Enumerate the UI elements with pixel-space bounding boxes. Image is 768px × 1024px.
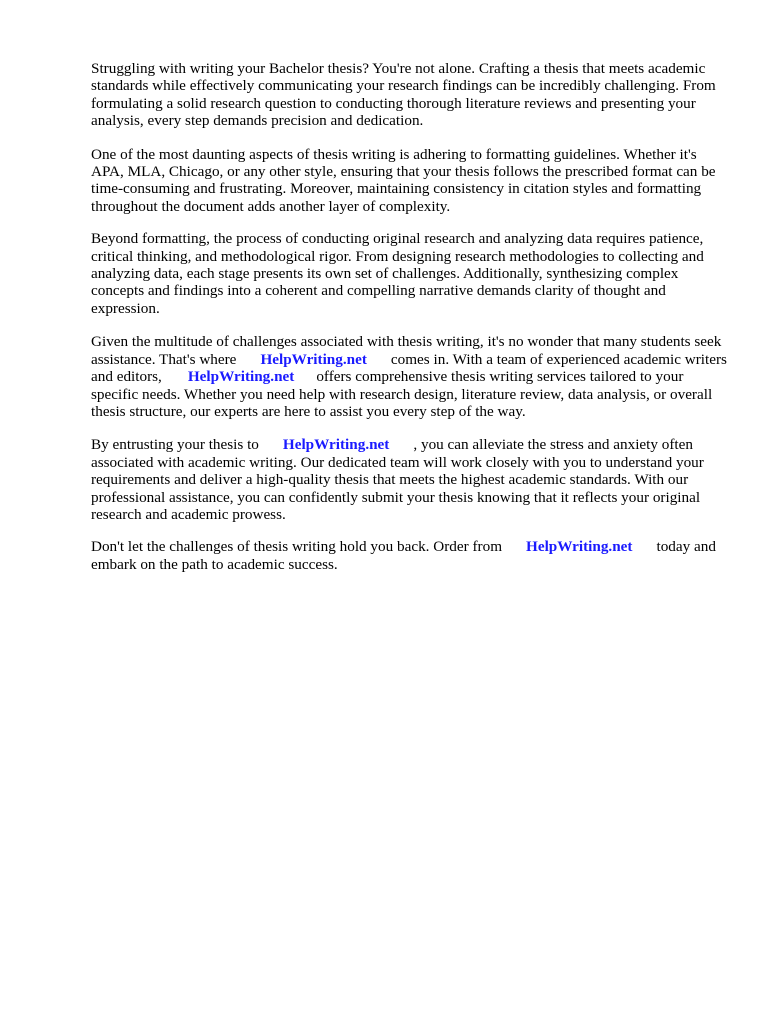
- helpwriting-link-2[interactable]: HelpWriting.net: [187, 368, 295, 386]
- paragraph-research: Beyond formatting, the process of conducting original research and analyzing data requires patience, critical thinking, and methodological rigor. From designing research methodologies to collecting and analyzing data, each stage presents its own set of challenges. Additionally, synthesizing complex concepts and findings into a coherent and compelling narrative demands clarity of thought and expression.: [91, 230, 704, 317]
- paragraph-call-to-action: [91, 538, 731, 573]
- paragraph-entrusting: [91, 436, 731, 523]
- helpwriting-link-1[interactable]: HelpWriting.net: [260, 350, 367, 368]
- paragraph-formatting: One of the most daunting aspects of thesis writing is adhering to formatting guidelines. Whether it's APA, MLA, Chicago, or any other style, ensuring that your thesis follows the prescribed format can be time-consuming and frustrating. Moreover, maintaining consistency in citation styles and formatting throughout the document adds another layer of complexity.: [91, 145, 716, 215]
- paragraph-intro: Struggling with writing your Bachelor thesis? You're not alone. Crafting a thesis that meets academic standards while effectively communicating your research findings can be incredibly challenging. From formulating a solid research question to conducting thorough literature reviews and presenting your analysis, every step demands precision and dedication.: [91, 60, 716, 130]
- paragraph-entrusting-text-2: , you can alleviate the stress and anxiety often associated with academic writing. Our dedicated team will work closely with you to understand your requirements and deliver a high-quality thesis that meets the highest academic standards. With our professional assistance, you can confidently submit your thesis knowing that it reflects your original research and academic prowess.: [91, 436, 704, 523]
- paragraph-entrusting-text-1: By entrusting your thesis to: [91, 436, 259, 454]
- paragraph-cta-text-2: today and embark on the path to academic success.: [91, 538, 716, 573]
- document-body: [91, 60, 731, 589]
- paragraph-assistance-text-3: offers comprehensive thesis writing services tailored to your specific needs. Whether you need help with research design, literature review, data analysis, or overall thesis structure, our experts are here to assist you every step of the way.: [91, 368, 713, 420]
- paragraph-assistance: [91, 333, 731, 420]
- paragraph-assistance-text-2: comes in. With a team of experienced academic writers and editors,: [91, 350, 727, 386]
- helpwriting-link-4[interactable]: HelpWriting.net: [526, 538, 633, 556]
- helpwriting-link-3[interactable]: HelpWriting.net: [282, 436, 390, 454]
- paragraph-cta-text-1: Don't let the challenges of thesis writing hold you back. Order from: [91, 538, 503, 556]
- paragraph-assistance-text-1: Given the multitude of challenges associated with thesis writing, it's no wonder that many students seek assistance. That's where: [91, 333, 722, 368]
